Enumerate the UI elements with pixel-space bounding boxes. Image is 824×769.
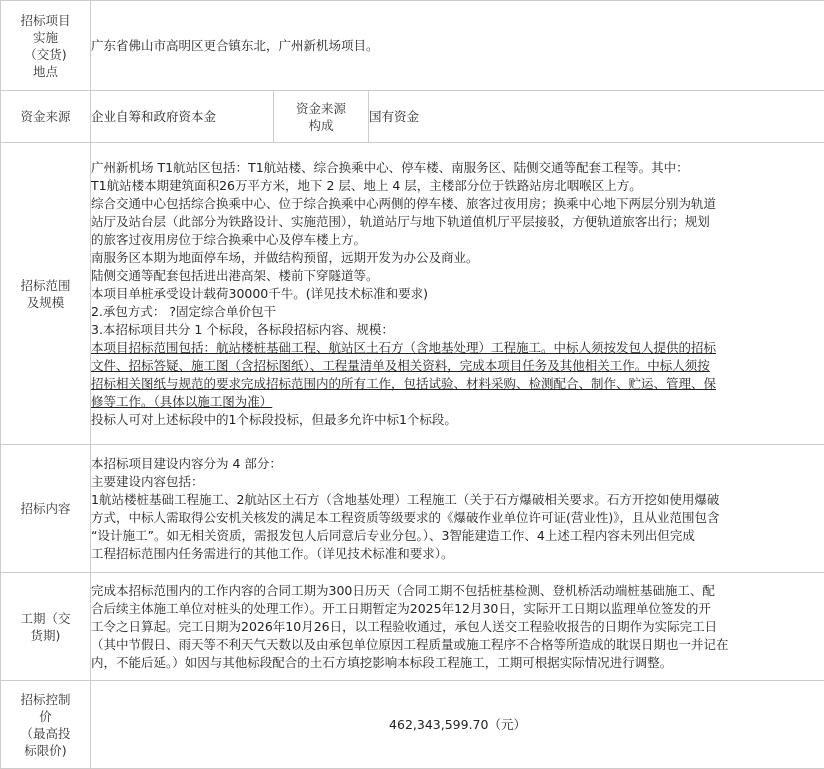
label-line: 招标控制 [1,691,90,708]
price-row [1,681,824,769]
label-line: 招标范围 [1,277,90,294]
scope-line: T1航站楼本期建筑面积26万平方米，地下 2 层、地上 4 层，主楼部分位于铁路站房北咽喉区上方。 [91,177,824,195]
label-line: 实施 [1,29,90,46]
location-value [91,1,824,91]
scope-line: 站厅及站台层（此部分为铁路设计、实施范围），轨道站厅与地下轨道值机厅平层接驳，方便轨道旅客出行；规划 [91,213,824,231]
content-line: 方式，中标人需取得公安机关核发的满足本工程资质等级要求的《爆破作业单位许可证(营业性)》，且从业范围包含 [91,509,824,527]
location-label [1,1,91,91]
scope-content [91,143,824,445]
label-line: 价 [1,708,90,725]
scope-underlined-line: 本项目招标范围包括：航站楼桩基础工程、航站区土石方（含地基处理）工程施工。中标人须按发包人提供的招标 [91,339,824,357]
content-label: 招标内容 [1,445,91,573]
label-line: 及规模 [1,294,90,311]
content-line: “设计施工”。如无相关资质，需报发包人后同意后专业分包。）、3智能建造工作、4上述工程内容未列出但完成 [91,527,824,545]
scope-line: 3.本招标项目共分 1 个标段，各标段招标内容、规模： [91,321,824,339]
price-label [1,681,91,769]
label-line: 货期) [1,627,90,644]
period-line: 合后续主体施工单位对桩头的处理工作）。开工日期暂定为2025年12月30日，实际开工日期以监理单位签发的开 [91,600,824,618]
funding-row [1,91,824,143]
scope-line: 广州新机场 T1航站区包括：T1航站楼、综合换乘中心、停车楼、南服务区、陆侧交通等配套工程等。其中： [91,159,824,177]
scope-line: 陆侧交通等配套包括进出港高架、楼前下穿隧道等。 [91,267,824,285]
label-line: 工期（交 [1,610,90,627]
scope-line: 的旅客过夜用房位于综合换乘中心及停车楼上方。 [91,231,824,249]
scope-line: 2.承包方式： ?固定综合单价包干 [91,303,824,321]
label-line: 资金来源 [274,100,368,117]
scope-line: 投标人可对上述标段中的1个标段投标，但最多允许中标1个标段。 [91,411,824,429]
funding-label: 资金来源 [1,91,91,143]
label-line: 招标项目 [1,12,90,29]
period-line: 完成本招标范围内的工作内容的合同工期为300日历天（合同工期不包括桩基检测、登机桥活动端桩基础施工、配 [91,582,824,600]
content-content [91,445,824,573]
location-row [1,1,824,91]
scope-line: 综合交通中心包括综合换乘中心、位于综合换乘中心两侧的停车楼、旅客过夜用房；换乘中心地下两层分别为轨道 [91,195,824,213]
price-value: 462,343,599.70（元） [91,681,824,769]
period-label [1,573,91,681]
content-line: 工程招标范围内任务需进行的其他工作。（详见技术标准和要求）。 [91,545,824,563]
scope-line: 南服务区本期为地面停车场，并做结构预留，远期开发为办公及商业。 [91,249,824,267]
content-row [1,445,824,573]
label-line: （交货) [1,46,90,63]
period-line: （其中节假日、雨天等不利天气天数以及由承包单位原因工程质量或施工程序不合格等所造成的耽误日期也一并记在 [91,636,824,654]
period-line: 工令之日算起。完工日期为2026年10月26日，以工程验收通过，承包人送交工程验收报告的日期作为实际完工日 [91,618,824,636]
location-text: 广东省佛山市高明区更合镇东北，广州新机场项目。 [91,38,379,53]
period-content [91,573,824,681]
scope-underlined-line: 招标相关图纸与规范的要求完成招标范围内的所有工作，包括试验、材料采购、检测配合、制作、贮运、管理、保 [91,375,824,393]
period-row [1,573,824,681]
scope-label [1,143,91,445]
label-line: 标限价) [1,742,90,759]
period-line: 内，不能后延。）如因与其他标段配合的土石方填挖影响本标段工程施工，工期可根据实际情况进行调整。 [91,654,824,672]
scope-line: 本项目单桩承受设计载荷30000千牛。(详见技术标准和要求) [91,285,824,303]
funding-composition-label [274,91,369,143]
scope-row [1,143,824,445]
funding-value: 企业自筹和政府资本金 [91,91,274,143]
label-line: （最高投 [1,725,90,742]
content-line: 主要建设内容包括： [91,473,824,491]
content-line: 1航站楼桩基础工程施工、2航站区土石方（含地基处理）工程施工（关于石方爆破相关要求。石方开挖如使用爆破 [91,491,824,509]
content-line: 本招标项目建设内容分为 4 部分： [91,455,824,473]
label-line: 地点 [1,63,90,80]
scope-underlined-line: 文件、招标答疑、施工图（含招标图纸）、工程量清单及相关资料，完成本项目任务及其他相关工作。中标人须按 [91,357,824,375]
label-line: 构成 [274,117,368,134]
scope-underlined-line: 修等工作。（具体以施工图为准） [91,393,824,411]
funding-composition-value: 国有资金 [369,91,824,143]
